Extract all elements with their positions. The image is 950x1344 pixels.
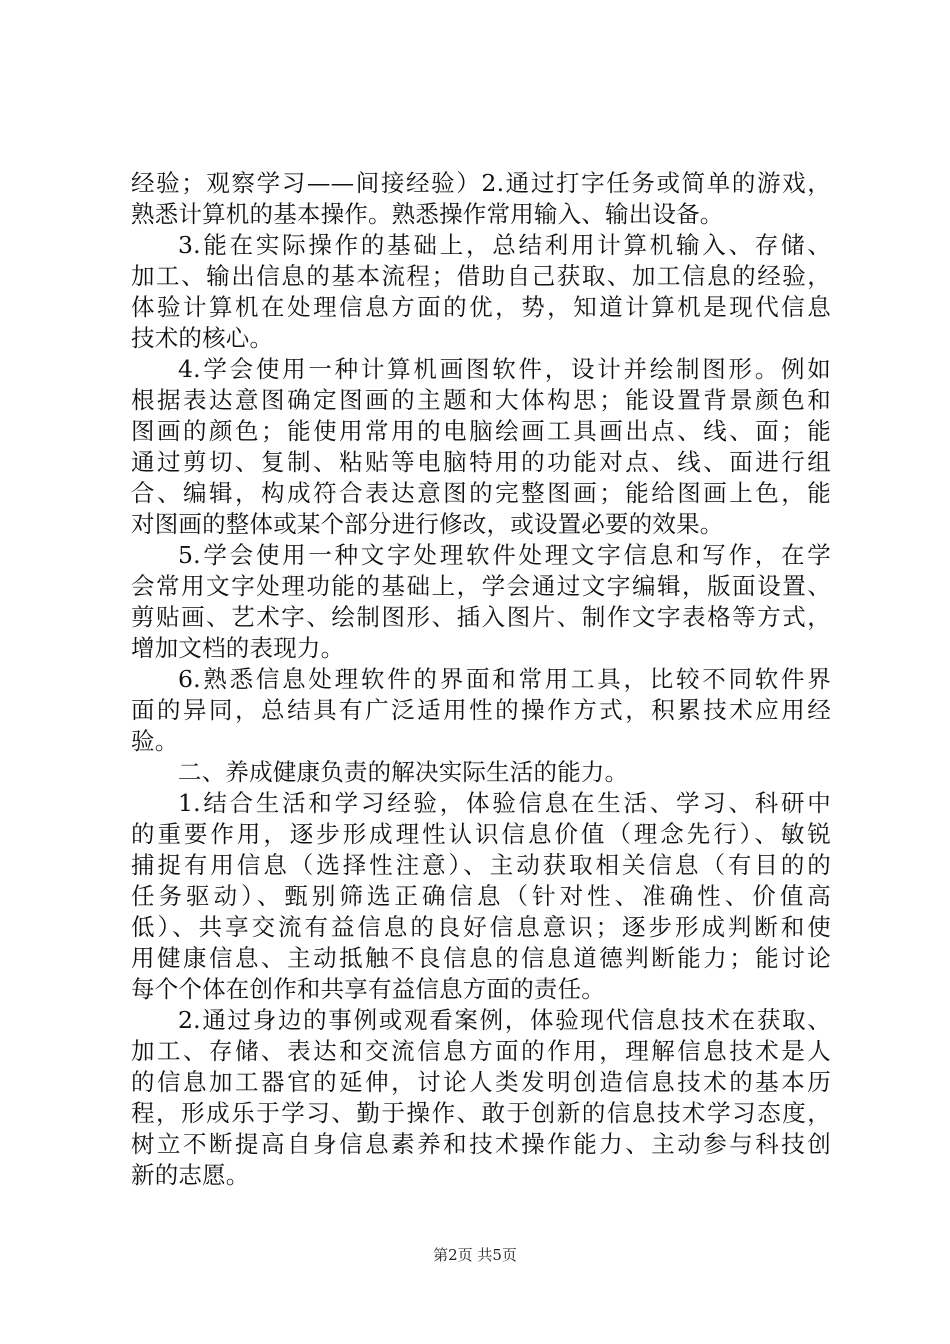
text-line: 经验；观察学习——间接经验）2.通过打字任务或简单的游戏，	[131, 169, 831, 197]
text-line: 程，形成乐于学习、勤于操作、敢于创新的信息技术学习态度，	[131, 1099, 831, 1127]
text-line: 3.能在实际操作的基础上，总结利用计算机输入、存储、	[178, 231, 831, 259]
text-line: 用健康信息、主动抵触不良信息的信息道德判断能力；能讨论	[131, 944, 831, 972]
text-line: 技术的核心。	[131, 324, 274, 352]
text-line: 面的异同，总结具有广泛适用性的操作方式，积累技术应用经	[131, 696, 831, 724]
text-line: 6.熟悉信息处理软件的界面和常用工具，比较不同软件界	[178, 665, 831, 693]
text-line: 1.结合生活和学习经验，体验信息在生活、学习、科研中	[178, 789, 831, 817]
text-line: 的重要作用，逐步形成理性认识信息价值（理念先行）、敏锐	[131, 820, 831, 848]
text-line: 加工、存储、表达和交流信息方面的作用，理解信息技术是人	[131, 1037, 831, 1065]
text-line: 增加文档的表现力。	[131, 634, 345, 662]
text-line: 合、编辑，构成符合表达意图的完整图画；能给图画上色，能	[131, 479, 831, 507]
text-line: 剪贴画、艺术字、绘制图形、插入图片、制作文字表格等方式，	[131, 603, 831, 631]
text-line: 低）、共享交流有益信息的良好信息意识；逐步形成判断和使	[131, 913, 831, 941]
text-line: 图画的颜色；能使用常用的电脑绘画工具画出点、线、面；能	[131, 417, 831, 445]
text-line: 任务驱动）、甄别筛选正确信息（针对性、准确性、价值高	[131, 882, 831, 910]
text-line: 树立不断提高自身信息素养和技术操作能力、主动参与科技创	[131, 1130, 831, 1158]
text-line: 4.学会使用一种计算机画图软件，设计并绘制图形。例如	[178, 355, 831, 383]
text-line: 捕捉有用信息（选择性注意）、主动获取相关信息（有目的的	[131, 851, 831, 879]
text-line: 体验计算机在处理信息方面的优，势，知道计算机是现代信息	[131, 293, 831, 321]
text-line: 熟悉计算机的基本操作。熟悉操作常用输入、输出设备。	[131, 200, 724, 228]
text-line: 会常用文字处理功能的基础上，学会通过文字编辑，版面设置、	[131, 572, 831, 600]
document-body	[131, 168, 831, 1191]
text-line: 根据表达意图确定图画的主题和大体构思；能设置背景颜色和	[131, 386, 831, 414]
text-line: 5.学会使用一种文字处理软件处理文字信息和写作，在学	[178, 541, 831, 569]
text-line: 每个个体在创作和共享有益信息方面的责任。	[131, 975, 605, 1003]
text-line: 加工、输出信息的基本流程；借助自己获取、加工信息的经验，	[131, 262, 831, 290]
text-line: 通过剪切、复制、粘贴等电脑特用的功能对点、线、面进行组	[131, 448, 831, 476]
text-line: 对图画的整体或某个部分进行修改，或设置必要的效果。	[131, 510, 724, 538]
text-line: 验。	[131, 727, 179, 755]
text-line: 的信息加工器官的延伸，讨论人类发明创造信息技术的基本历	[131, 1068, 831, 1096]
text-line: 新的志愿。	[131, 1161, 250, 1189]
section-heading: 二、养成健康负责的解决实际生活的能力。	[178, 758, 629, 786]
text-line: 2.通过身边的事例或观看案例，体验现代信息技术在获取、	[178, 1006, 831, 1034]
page-number-footer: 第2页 共5页	[433, 1246, 517, 1264]
